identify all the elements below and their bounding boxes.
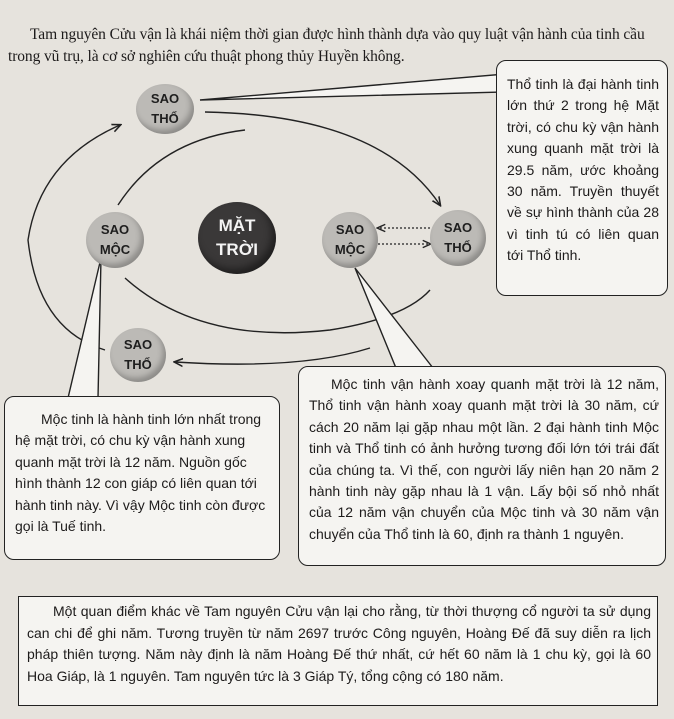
saturn-bottom: SAO THỔ [110, 328, 166, 382]
intro-text: Tam nguyên Cửu vận là khái niệm thời gian được hình thành dựa vào quy luật vận hành của tinh cầu trong vũ trụ, là cơ sở nghiên cứu thuật phong thủy Huyền không. [8, 25, 645, 65]
inner-orbit-arc [205, 112, 440, 205]
conjunction-callout-pointer [355, 268, 433, 368]
jupiter-callout-pointer [68, 258, 101, 398]
bottom-note-text: Một quan điểm khác về Tam nguyên Cửu vận lại cho rằng, từ thời thượng cổ người ta sử dụng can chi để ghi năm. Tương truyền từ năm 2697 trước Công nguyên, Hoàng Đế đã suy diễn ra lịch pháp thiên tượng. Năm này định là năm Hoàng Đế thứ nhất, cứ hết 60 năm là 1 chu kỳ, gọi là 60 Hoa Giáp, là 1 nguyên. Tam nguyên tức là 3 Giáp Tý, tổng cộng có 180 năm. [27, 603, 651, 684]
jupiter-callout-text: Mộc tinh là hành tinh lớn nhất trong hệ mặt trời, có chu kỳ vận hành xung quanh mặt trời là 12 năm. Nguồn gốc hình thành 12 con giáp có liên quan tới hành tinh này. Vì vậy Mộc tinh còn được gọi là Tuế tinh. [15, 411, 266, 535]
inner-orbit-arc [118, 130, 245, 205]
sun: MẶT TRỜI [198, 202, 276, 274]
saturn-callout-text: Thổ tinh là đại hành tinh lớn thứ 2 trong hệ Mặt trời, có chu kỳ vận hành xung quanh mặt trời là 29.5 năm, ước khoảng 30 năm. Truyền thuyết về sự hình thành của 28 vì tinh tú có liên quan tới Thổ tinh. [507, 76, 659, 264]
saturn-top: SAO THỔ [136, 84, 194, 134]
bottom-note-box [18, 596, 658, 706]
outer-orbit-arc [175, 348, 370, 364]
conjunction-callout [298, 366, 666, 566]
jupiter-callout [4, 396, 280, 560]
saturn-right: SAO THỔ [430, 210, 486, 266]
jupiter-left: SAO MỘC [86, 212, 144, 268]
jupiter-right: SAO MỘC [322, 212, 378, 268]
conjunction-callout-text: Mộc tinh vận hành xoay quanh mặt trời là 12 năm, Thổ tinh vận hành xoay quanh mặt trời là 30 năm, cứ cách 20 năm lại gặp nhau một lần. 2 đại hành tinh Mộc tinh và Thổ tinh có ảnh hưởng tương đối lớn tới trái đất của chúng ta. Vì thế, con người lấy niên hạn 20 năm 2 hành tinh này gặp nhau là 1 vận. Lấy bội số nhỏ nhất của 12 năm vận chuyển của Mộc tinh và 30 năm vận chuyển của Thổ tinh là 60, định ra thành 1 nguyên. [309, 376, 659, 542]
saturn-callout-pointer [200, 74, 505, 100]
saturn-callout [496, 60, 668, 296]
